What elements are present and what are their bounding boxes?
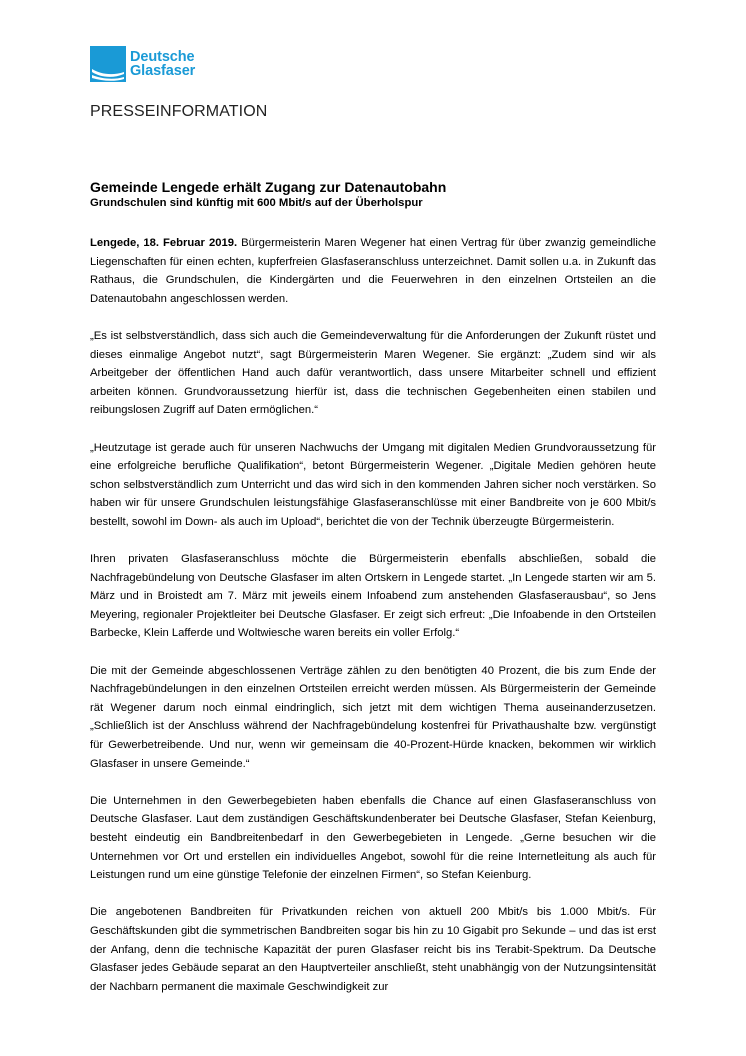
logo-line-1: Deutsche	[130, 49, 195, 65]
logo-line-2: Glasfaser	[130, 63, 196, 79]
article-body	[90, 234, 656, 1015]
paragraph-6: Die Unternehmen in den Gewerbegebieten haben ebenfalls die Chance auf einen Glasfaseranschluss von Deutsche Glasfaser. Laut dem zuständigen Geschäftskundenberater bei Deutsche Glasfaser, Stefan Keienburg, besteht eindeutig ein Bandbreitenbedarf in den Gewerbegebieten in Lengede. „Gerne besuchen wir die Unternehmen vor Ort und erstellen ein individuelles Angebot, sowohl für die reine Internetleitung als auch für Leistungen rund um eine günstige Telefonie der einzelnen Firmen“, so Stefan Keienburg.	[90, 794, 656, 882]
press-label: PRESSEINFORMATION	[90, 103, 268, 120]
paragraph-1-text: Bürgermeisterin Maren Wegener hat einen Vertrag für über zwanzig gemeindliche Liegenschaften für einen echten, kupferfreien Glasfaseranschluss unterzeichnet. Damit sollen u.a. in Zukunft das Rathaus, die Grundschulen, die Kindergärten und die Feuerwehren in den einzelnen Ortsteilen an die Datenautobahn angeschlossen werden.	[90, 237, 657, 305]
paragraph-5: Die mit der Gemeinde abgeschlossenen Verträge zählen zu den benötigten 40 Prozent, die bis zum Ende der Nachfragebündelungen in den einzelnen Ortsteilen erreicht werden müssen. Als Bürgermeisterin der Gemeinde rät Wegener darum noch einmal eindringlich, sich jetzt mit dem wichtigen Thema auseinanderzusetzen. „Schließlich ist der Anschluss während der Nachfragebündelung kostenfrei für Privathaushalte bzw. vergünstigt für Gewerbetreibende. Und nur, wenn wir gemeinsam die 40-Prozent-Hürde knacken, bekommen wir wirklich Glasfaser in unsere Gemeinde.“	[90, 664, 656, 770]
glasfaser-logo-icon	[90, 46, 126, 82]
paragraph-4: Ihren privaten Glasfaseranschluss möchte die Bürgermeisterin ebenfalls abschließen, sobald die Nachfragebündelung von Deutsche Glasfaser im alten Ortskern in Lengede startet. „In Lengede starten wir am 5. März und in Broistedt am 7. März mit jeweils einem Infoabend zum anstehenden Glasfaserausbau“, so Jens Meyering, regionaler Projektleiter bei Deutsche Glasfaser. Er zeigt sich erfreut: „Die Infoabende in den Ortsteilen Barbecke, Klein Lafferde und Woltwiesche waren bereits ein voller Erfolg.“	[90, 553, 656, 640]
article-subtitle: Grundschulen sind künftig mit 600 Mbit/s auf der Überholspur	[90, 197, 423, 209]
paragraph-7: Die angebotenen Bandbreiten für Privatkunden reichen von aktuell 200 Mbit/s bis 1.000 Mbit/s. Für Geschäftskunden gibt die symmetrischen Bandbreiten sogar bis hin zu 10 Gigabit pro Sekunde – und das ist erst der Anfang, denn die technische Kapazität der puren Glasfaser reicht bis ins Terabit-Spektrum. Da Deutsche Glasfaser jedes Gebäude separat an den Hauptverteiler anschließt, steht unabhängig von der Nutzungsintensität der Nachbarn permanent die maximale Geschwindigkeit zur	[90, 906, 656, 993]
dateline: Lengede, 18. Februar 2019.	[90, 237, 238, 249]
article-title: Gemeinde Lengede erhält Zugang zur Datenautobahn	[90, 179, 447, 195]
paragraph-2: „Es ist selbstverständlich, dass sich auch die Gemeindeverwaltung für die Anforderungen der Zukunft rüstet und dieses einmalige Angebot nutzt“, sagt Bürgermeisterin Maren Wegener. Sie ergänzt: „Zudem sind wir als Arbeitgeber der öffentlichen Hand auch dafür verantwortlich, dass unsere Mitarbeiter schnell und effizient arbeiten können. Grundvoraussetzung hierfür ist, dass die technischen Gegebenheiten einen stabilen und reibungslosen Zugriff auf Daten ermöglichen.“	[90, 329, 656, 417]
deutsche-glasfaser-logo	[90, 46, 195, 82]
paragraph-3: „Heutzutage ist gerade auch für unseren Nachwuchs der Umgang mit digitalen Medien Grundvoraussetzung für eine erfolgreiche berufliche Qualifikation“, betont Bürgermeisterin Wegener. „Digitale Medien gehören heute schon selbstverständlich zum Unterricht und das wird sich in den kommenden Jahren sicher noch verstärken. So haben wir für unsere Grundschulen leistungsfähige Glasfaseranschlüsse mit einer Bandbreite von je 600 Mbit/s bestellt, sowohl im Down- als auch im Upload“, berichtet die von der Technik überzeugte Bürgermeisterin.	[90, 441, 656, 528]
paragraph-1	[90, 234, 656, 308]
logo-wordmark	[130, 50, 195, 78]
